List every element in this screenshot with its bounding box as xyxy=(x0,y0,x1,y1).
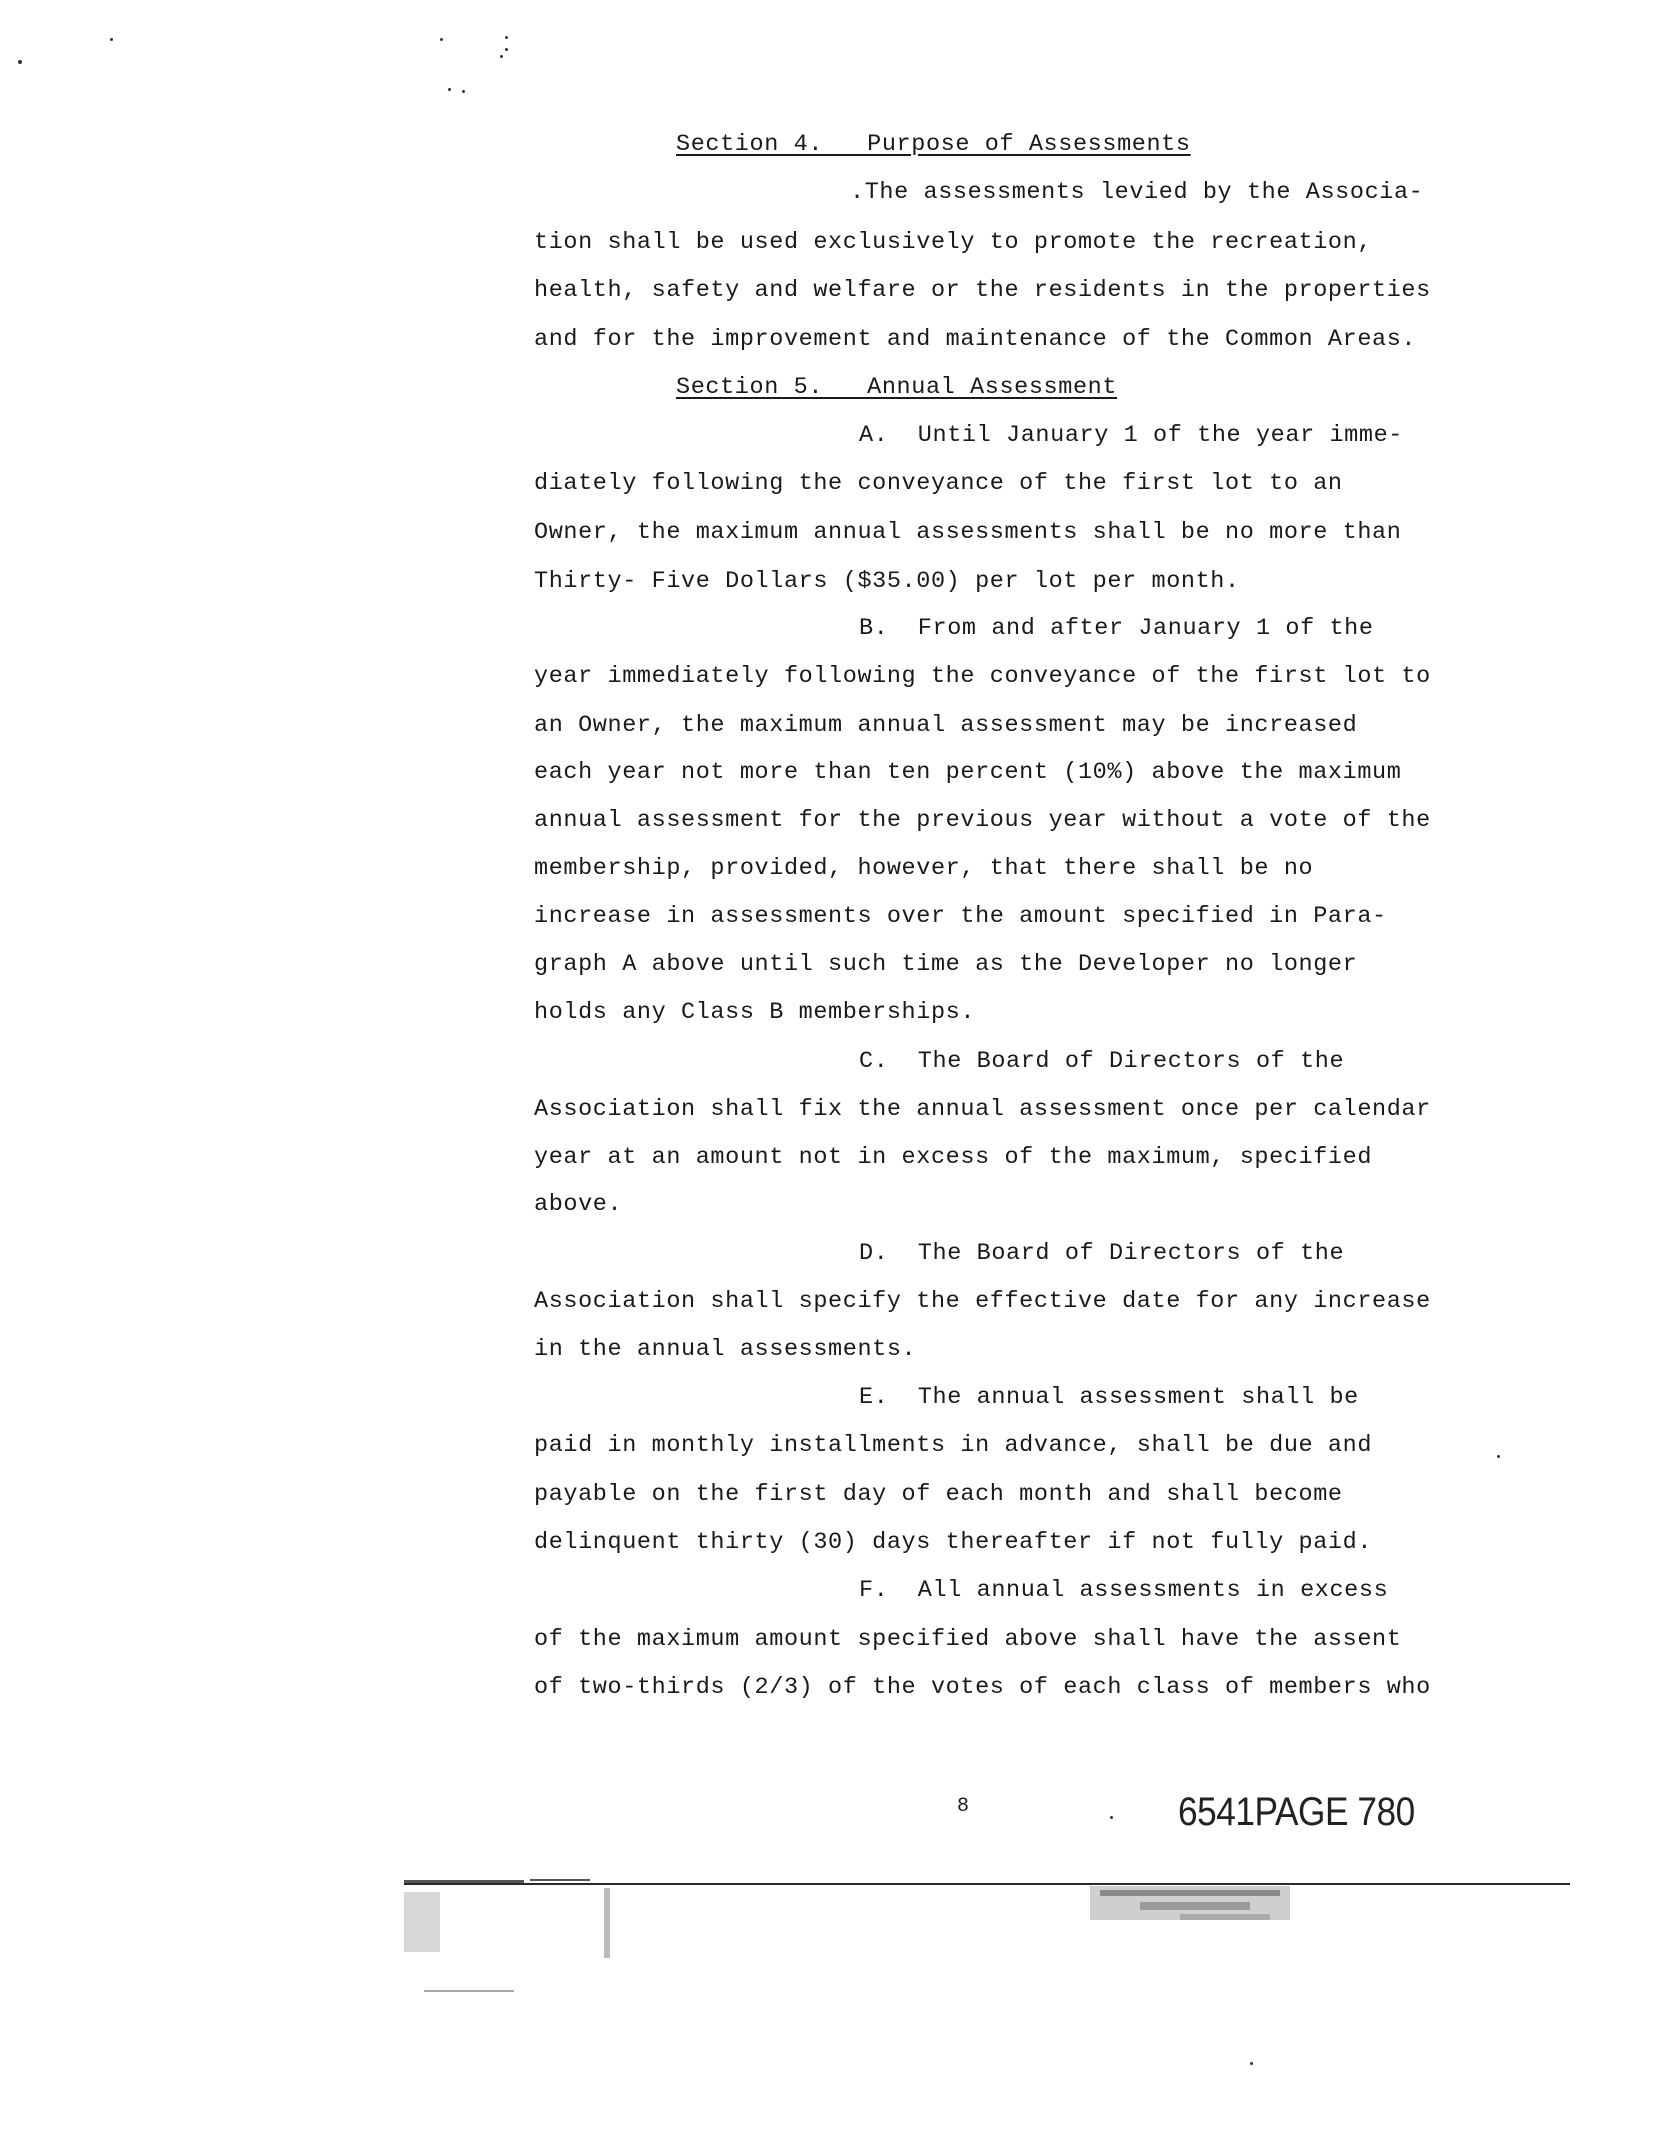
body-line: above. xyxy=(534,1191,623,1218)
body-line: membership, provided, however, that there shall be no xyxy=(534,855,1314,882)
body-line: an Owner, the maximum annual assessment may be increased xyxy=(534,712,1358,739)
scan-speck xyxy=(505,48,508,51)
body-line: paid in monthly installments in advance, shall be due and xyxy=(534,1432,1373,1459)
body-line: Thirty- Five Dollars ($35.00) per lot per month. xyxy=(534,568,1240,595)
body-line: C. The Board of Directors of the xyxy=(859,1048,1345,1075)
scan-speck xyxy=(448,88,451,91)
body-line: delinquent thirty (30) days thereafter if not fully paid. xyxy=(534,1529,1373,1556)
body-line: Association shall fix the annual assessment once per calendar xyxy=(534,1096,1431,1123)
body-line: E. The annual assessment shall be xyxy=(859,1384,1359,1411)
scan-speck xyxy=(440,38,443,41)
scan-speck xyxy=(18,60,22,64)
body-line: A. Until January 1 of the year imme- xyxy=(859,422,1403,449)
scan-speck xyxy=(462,90,465,93)
body-line: D. The Board of Directors of the xyxy=(859,1240,1345,1267)
body-line: payable on the first day of each month and shall become xyxy=(534,1481,1343,1508)
body-line: annual assessment for the previous year without a vote of the xyxy=(534,807,1431,834)
body-line: of the maximum amount specified above shall have the assent xyxy=(534,1626,1402,1653)
body-line: tion shall be used exclusively to promote the recreation, xyxy=(534,229,1373,256)
scan-speck xyxy=(505,36,508,39)
body-line: graph A above until such time as the Developer no longer xyxy=(534,951,1358,978)
scan-speck xyxy=(110,38,113,41)
book-page-stamp: 6541PAGE 780 xyxy=(1178,1790,1415,1834)
scan-speck xyxy=(1497,1455,1500,1458)
scan-noise xyxy=(0,1870,1664,2130)
body-line: Owner, the maximum annual assessments shall be no more than xyxy=(534,519,1402,546)
body-line: .The assessments levied by the Associa- xyxy=(850,179,1424,206)
body-line: Association shall specify the effective date for any increase xyxy=(534,1288,1431,1315)
scan-speck xyxy=(500,55,503,58)
body-line: year at an amount not in excess of the maximum, specified xyxy=(534,1144,1373,1171)
body-line: each year not more than ten percent (10%) above the maximum xyxy=(534,759,1402,786)
section-4-heading: Section 4. Purpose of Assessments xyxy=(676,131,1191,158)
body-line: diately following the conveyance of the first lot to an xyxy=(534,470,1343,497)
body-line: and for the improvement and maintenance of the Common Areas. xyxy=(534,326,1417,353)
body-line: holds any Class B memberships. xyxy=(534,999,976,1026)
body-line: of two-thirds (2/3) of the votes of each class of members who xyxy=(534,1674,1431,1701)
body-line: in the annual assessments. xyxy=(534,1336,917,1363)
page-number: 8 xyxy=(957,1795,970,1818)
body-line: F. All annual assessments in excess xyxy=(859,1577,1389,1604)
section-5-heading: Section 5. Annual Assessment xyxy=(676,374,1118,401)
body-line: year immediately following the conveyance of the first lot to xyxy=(534,663,1431,690)
body-line: increase in assessments over the amount specified in Para- xyxy=(534,903,1387,930)
body-line: B. From and after January 1 of the xyxy=(859,615,1374,642)
scan-speck xyxy=(1110,1816,1113,1819)
body-line: health, safety and welfare or the residents in the properties xyxy=(534,277,1431,304)
